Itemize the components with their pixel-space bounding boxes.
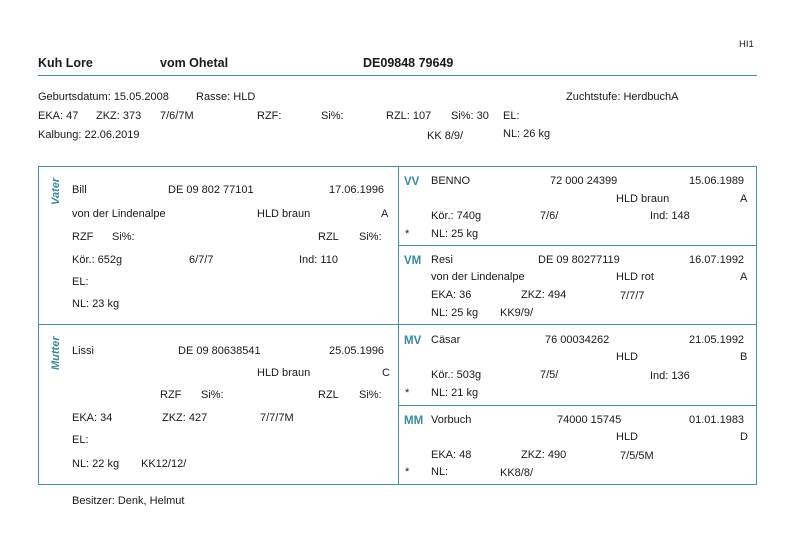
- mutter-kk: KK12/12/: [141, 458, 187, 470]
- mv-date: 21.05.1992: [689, 334, 745, 346]
- vm-eka: EKA: 36: [431, 289, 472, 301]
- animal-type-name: Kuh Lore: [38, 56, 93, 70]
- vm-date: 16.07.1992: [689, 254, 745, 266]
- mutter-zkz: ZKZ: 427: [162, 412, 208, 424]
- mv-nl: NL: 21 kg: [431, 387, 479, 399]
- mutter-si2: Si%:: [359, 389, 382, 401]
- mutter-date: 25.05.1996: [329, 345, 385, 357]
- vm-nl: NL: 25 kg: [431, 307, 479, 319]
- vm-kk: KK9/9/: [500, 307, 534, 319]
- mv-kor: Kör.: 503g: [431, 369, 482, 381]
- vater-rzl: RZL: [318, 231, 339, 243]
- mutter-grade: C: [382, 367, 390, 379]
- vater-name: Bill: [72, 184, 87, 196]
- mm-code: MM: [404, 415, 424, 427]
- vm-code2: 7/7/7: [620, 290, 645, 302]
- mutter-rzf: RZF: [160, 389, 182, 401]
- vv-name: BENNO: [431, 175, 471, 187]
- vm-code: VM: [404, 255, 422, 267]
- info-rzf: RZF:: [257, 110, 282, 122]
- vm-breed: HLD rot: [616, 271, 654, 283]
- mm-eka: EKA: 48: [431, 449, 472, 461]
- vater-rzf: RZF: [72, 231, 94, 243]
- info-zkz: ZKZ: 373: [96, 110, 142, 122]
- vm-zkz: ZKZ: 494: [521, 289, 567, 301]
- parents-divider: [38, 324, 757, 325]
- mm-id: 74000 15745: [557, 414, 622, 426]
- info-si1: Si%:: [321, 110, 344, 122]
- kalbung: Kalbung: 22.06.2019: [38, 129, 140, 141]
- vv-date: 15.06.1989: [689, 175, 745, 187]
- mutter-id: DE 09 80638541: [178, 345, 261, 357]
- info-code: 7/6/7M: [160, 110, 194, 122]
- vv-breed: HLD braun: [616, 193, 670, 205]
- mutter-code: 7/7/7M: [260, 412, 294, 424]
- mutter-rzl: RZL: [318, 389, 339, 401]
- animal-id: DE09848 79649: [363, 56, 454, 70]
- mm-date: 01.01.1983: [689, 414, 745, 426]
- vm-herd: von der Lindenalpe: [431, 271, 525, 283]
- mm-name: Vorbuch: [431, 414, 472, 426]
- zuchtstufe: Zuchtstufe: HerdbuchA: [566, 91, 679, 103]
- mm-star: *: [405, 466, 410, 478]
- mutter-label: Mutter: [50, 336, 62, 370]
- mv-id: 76 00034262: [545, 334, 610, 346]
- mv-code2: 7/5/: [540, 369, 559, 381]
- mv-breed: HLD: [616, 351, 639, 363]
- mv-name: Cäsar: [431, 334, 461, 346]
- mutter-el: EL:: [72, 434, 89, 446]
- vater-breed: HLD braun: [257, 208, 311, 220]
- mm-grade: D: [740, 431, 748, 443]
- header-rule: [38, 75, 757, 76]
- vv-star: *: [405, 228, 410, 240]
- vater-ind: Ind: 110: [299, 254, 338, 266]
- vater-herd: von der Lindenalpe: [72, 208, 166, 220]
- mv-code: MV: [404, 335, 422, 347]
- vv-vm-divider: [398, 245, 757, 246]
- mm-nl: NL:: [431, 466, 449, 478]
- mutter-eka: EKA: 34: [72, 412, 113, 424]
- mm-zkz: ZKZ: 490: [521, 449, 567, 461]
- info-el: EL:: [503, 110, 520, 122]
- mm-breed: HLD: [616, 431, 639, 443]
- info-kk: KK 8/9/: [427, 130, 464, 142]
- mv-grade: B: [740, 351, 748, 363]
- mv-star: *: [405, 387, 410, 399]
- vater-si1: Si%:: [112, 231, 135, 243]
- vater-label: Vater: [50, 177, 62, 205]
- mv-ind: Ind: 136: [650, 370, 690, 382]
- vv-kor: Kör.: 740g: [431, 210, 482, 222]
- vater-si2: Si%:: [359, 231, 382, 243]
- vm-id: DE 09 80277119: [538, 254, 620, 266]
- page-code: HI1: [739, 39, 754, 50]
- mutter-breed: HLD braun: [257, 367, 311, 379]
- geburtsdatum: Geburtsdatum: 15.05.2008: [38, 91, 169, 103]
- animal-herd: vom Ohetal: [160, 56, 229, 70]
- info-si2: Si%: 30: [451, 110, 489, 122]
- owner: Besitzer: Denk, Helmut: [72, 495, 185, 507]
- mutter-si1: Si%:: [201, 389, 224, 401]
- info-eka: EKA: 47: [38, 110, 79, 122]
- vater-code: 6/7/7: [189, 254, 214, 266]
- info-nl: NL: 26 kg: [503, 128, 551, 140]
- vv-id: 72 000 24399: [550, 175, 618, 187]
- mv-mm-divider: [398, 405, 757, 406]
- mm-code2: 7/5/5M: [620, 450, 654, 462]
- vv-grade: A: [740, 193, 748, 205]
- vater-nl: NL: 23 kg: [72, 298, 120, 310]
- mutter-nl: NL: 22 kg: [72, 458, 120, 470]
- vv-code: VV: [404, 176, 420, 188]
- vv-ind: Ind: 148: [650, 210, 690, 222]
- vm-name: Resi: [431, 254, 454, 266]
- vater-id: DE 09 802 77101: [168, 184, 254, 196]
- vater-el: EL:: [72, 276, 89, 288]
- vm-grade: A: [740, 271, 748, 283]
- vater-kor: Kör.: 652g: [72, 254, 123, 266]
- vv-code2: 7/6/: [540, 210, 559, 222]
- vater-grade: A: [381, 208, 389, 220]
- pedigree-divider: [398, 166, 399, 485]
- vv-nl: NL: 25 kg: [431, 228, 479, 240]
- mutter-name: Lissi: [72, 345, 95, 357]
- info-rzl: RZL: 107: [386, 110, 432, 122]
- vater-date: 17.06.1996: [329, 184, 385, 196]
- rasse: Rasse: HLD: [196, 91, 256, 103]
- mm-kk: KK8/8/: [500, 467, 534, 479]
